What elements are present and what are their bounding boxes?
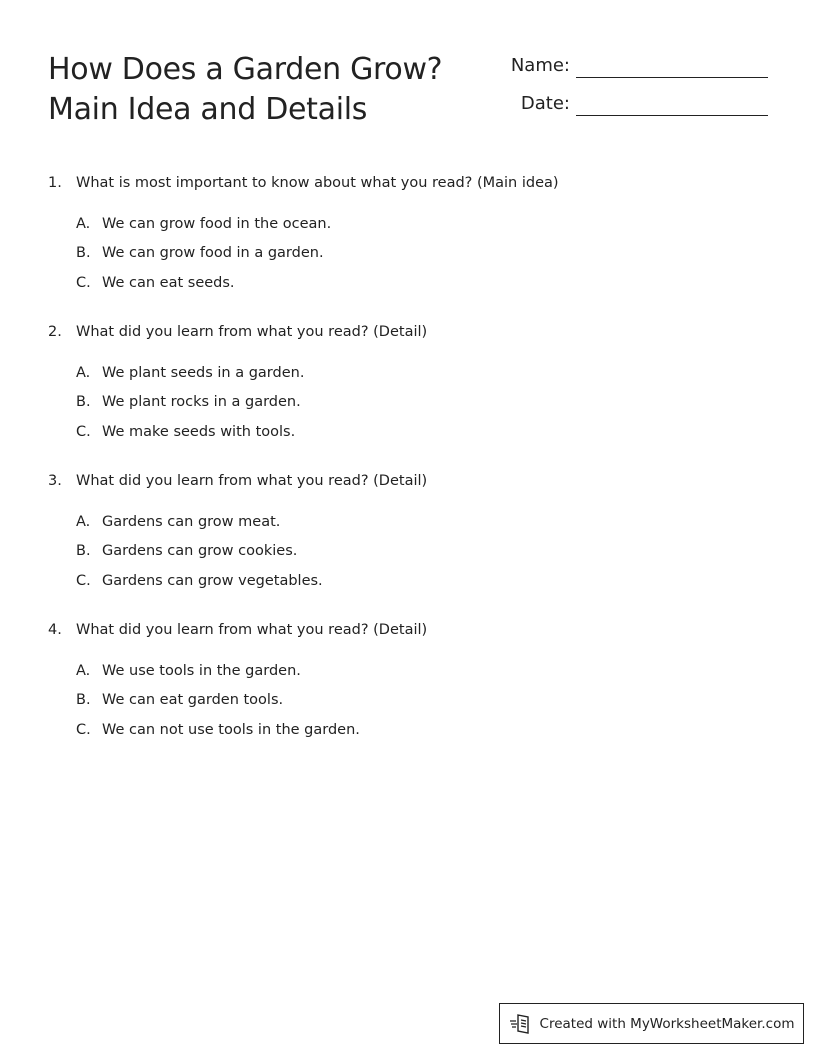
question-number: 1. (48, 175, 62, 191)
choice-letter: B. (76, 543, 91, 560)
choice-letter: C. (76, 572, 91, 589)
choice-text: We can eat garden tools. (102, 692, 284, 709)
choice-c[interactable] (48, 573, 768, 602)
choice-b[interactable] (48, 245, 768, 274)
choice-text: Gardens can grow meat. (102, 514, 281, 530)
choice-text: We plant rocks in a garden. (102, 394, 301, 411)
choice-letter: A. (76, 663, 91, 679)
created-with-text: Created with MyWorksheetMaker.com (539, 1015, 795, 1032)
date-field (510, 88, 770, 116)
name-blank-line[interactable] (576, 53, 768, 78)
choice-a[interactable] (48, 216, 768, 245)
choice-a[interactable] (48, 514, 768, 543)
choice-list (48, 365, 768, 453)
choice-letter: A. (76, 216, 91, 232)
question-number: 2. (48, 324, 62, 340)
question-text: What is most important to know about what you read? (Main idea) (76, 175, 559, 191)
name-field (510, 50, 770, 78)
choice-text: We can eat seeds. (102, 274, 235, 291)
choice-a[interactable] (48, 663, 768, 692)
date-label: Date: (520, 93, 570, 114)
choice-letter: B. (76, 692, 91, 709)
choice-list (48, 514, 768, 602)
choice-b[interactable] (48, 394, 768, 423)
choice-b[interactable] (48, 543, 768, 572)
date-blank-line[interactable] (576, 91, 768, 116)
worksheet-title (48, 50, 442, 130)
choice-letter: C. (76, 274, 91, 291)
choice-text: We can grow food in a garden. (102, 245, 324, 262)
choice-c[interactable] (48, 424, 768, 453)
choice-letter: A. (76, 365, 91, 381)
title-line-1: How Does a Garden Grow? (48, 52, 443, 87)
title-line-2: Main Idea and Details (48, 92, 368, 127)
choice-text: Gardens can grow cookies. (102, 543, 298, 560)
choice-text: We plant seeds in a garden. (102, 365, 305, 381)
choice-b[interactable] (48, 692, 768, 721)
question-number: 4. (48, 622, 62, 638)
created-with-badge[interactable] (499, 1003, 804, 1044)
choice-text: We use tools in the garden. (102, 663, 301, 679)
choice-letter: A. (76, 514, 91, 530)
name-label: Name: (510, 55, 570, 76)
question-2 (48, 324, 768, 453)
question-4 (48, 622, 768, 751)
question-text: What did you learn from what you read? (Detail) (76, 622, 428, 638)
choice-list (48, 663, 768, 751)
choice-letter: B. (76, 394, 91, 411)
choice-text: We can grow food in the ocean. (102, 216, 332, 232)
question-text: What did you learn from what you read? (Detail) (76, 473, 428, 489)
choice-c[interactable] (48, 722, 768, 751)
choice-letter: C. (76, 721, 91, 738)
question-3 (48, 473, 768, 602)
choice-letter: C. (76, 423, 91, 440)
choice-letter: B. (76, 245, 91, 262)
choice-text: We can not use tools in the garden. (102, 721, 360, 738)
choice-list (48, 216, 768, 304)
question-1 (48, 175, 768, 304)
worksheet-maker-logo-icon (509, 1013, 533, 1035)
question-number: 3. (48, 473, 62, 489)
choice-text: Gardens can grow vegetables. (102, 572, 323, 589)
choice-a[interactable] (48, 365, 768, 394)
choice-text: We make seeds with tools. (102, 423, 296, 440)
question-text: What did you learn from what you read? (Detail) (76, 324, 428, 340)
choice-c[interactable] (48, 275, 768, 304)
